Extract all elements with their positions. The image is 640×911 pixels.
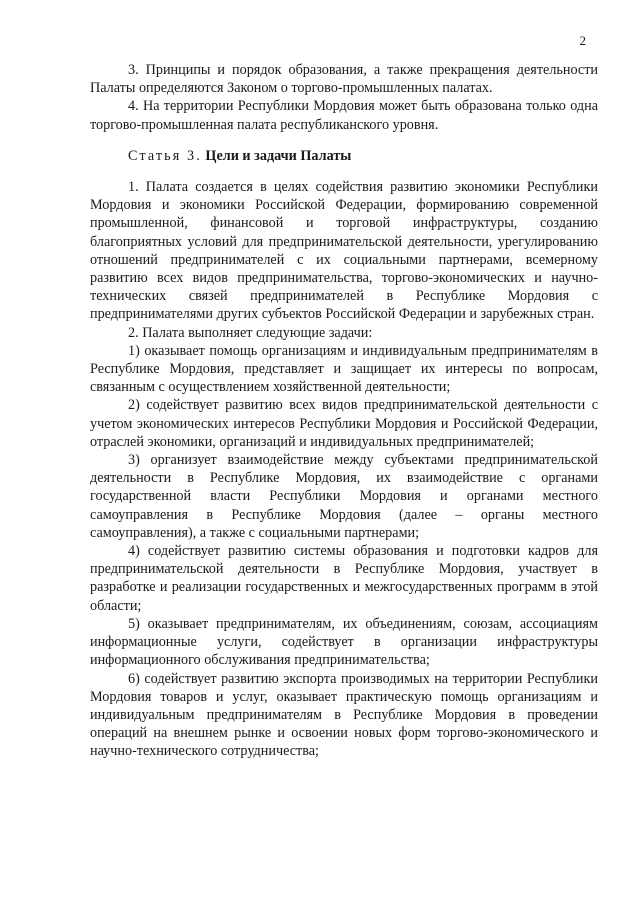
task-item-4: 4) содействует развитию системы образования и подготовки кадров для предпринимательской деятельности в Республике Мордовия, участвует в разработке и реализации государственных и межгосударственных программ в этой области; bbox=[90, 543, 598, 614]
paragraph-goals: 1. Палата создается в целях содействия развитию экономики Республики Мордовия и экономики Российской Федерации, формированию современной промышленной, финансовой и торговой инфраструктуры, созданию благоприятных условий для предпринимательской деятельности, урегулированию отношений предпринимателей с их социальными партнерами, всемерному развитию всех видов предпринимательства, торгово-экономических и научно-технических связей предпринимателей в Республике Мордовия с предпринимателями других субъектов Российской Федерации и зарубежных стран. bbox=[90, 179, 598, 323]
paragraph-4-territory: 4. На территории Республики Мордовия может быть образована только одна торгово-промышленная палата республиканского уровня. bbox=[90, 98, 598, 133]
task-item-1: 1) оказывает помощь организациям и индивидуальным предпринимателям в Республике Мордовия, представляет и защищает их интересы по вопросам, связанным с осуществлением хозяйственной деятельности; bbox=[90, 342, 598, 396]
task-item-6: 6) содействует развитию экспорта производимых на территории Республики Мордовия товаров и услуг, оказывает практическую помощь организациям и индивидуальным предпринимателям в Республике Мордовия в проведении операций на внешнем рынке и освоении новых форм торгово-экономического и научно-технического сотрудничества; bbox=[90, 670, 598, 760]
spacer bbox=[90, 165, 598, 178]
document-body bbox=[90, 61, 598, 761]
paragraph-3-principles: 3. Принципы и порядок образования, а также прекращения деятельности Палаты определяются Законом о торгово-промышленных палатах. bbox=[90, 62, 598, 97]
task-item-2: 2) содействует развитию всех видов предпринимательской деятельности с учетом экономических интересов Республики Мордовия и Российской Федерации, отраслей экономики, организаций и индивидуальных предпринимателей; bbox=[90, 397, 598, 450]
task-item-3: 3) организует взаимодействие между субъектами предпринимательской деятельности в Республике Мордовия, их взаимодействие с органами государственной власти Республики Мордовия и органами местного самоуправления в Республике Мордовия (далее – органы местного самоуправления), а также с социальными партнерами; bbox=[90, 452, 598, 541]
spacer bbox=[90, 134, 598, 147]
article-label: Статья 3. bbox=[128, 147, 202, 164]
page-number: 2 bbox=[579, 33, 586, 48]
article-title: Цели и задачи Палаты bbox=[205, 147, 352, 164]
task-item-5: 5) оказывает предпринимателям, их объединениям, союзам, ассоциациям информационные услуги, содействует в организации инфраструктуры информационного обслуживания предпринимательства; bbox=[90, 615, 598, 669]
paragraph-tasks-intro: 2. Палата выполняет следующие задачи: bbox=[128, 324, 373, 341]
article-heading bbox=[90, 147, 598, 165]
